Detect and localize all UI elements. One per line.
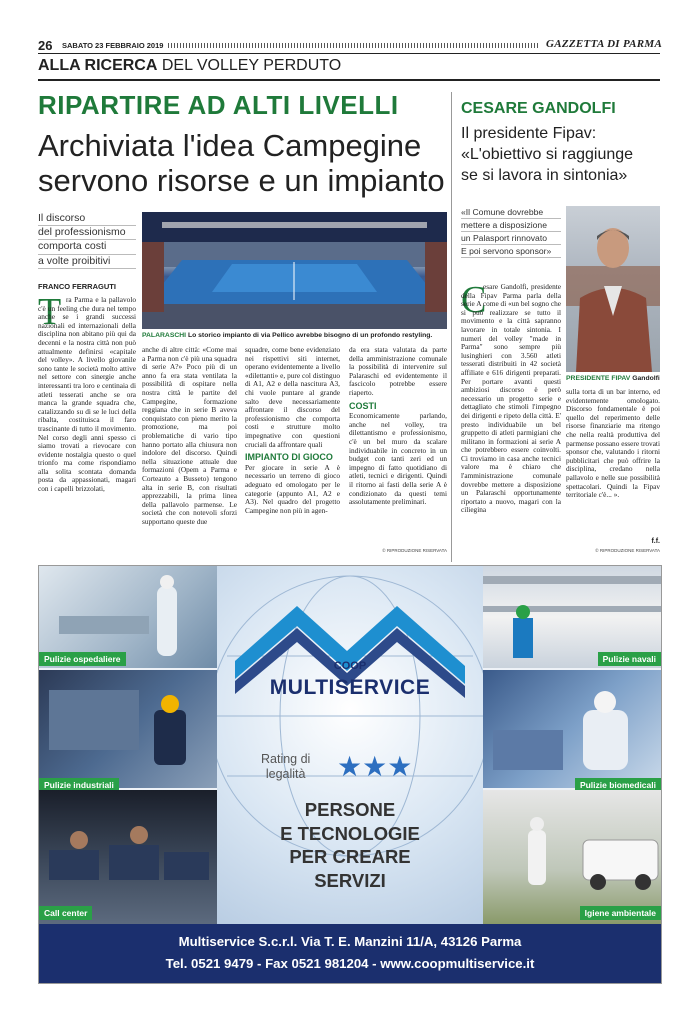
portrait-photo [566,206,660,372]
ad-label-industrial: Pulizie industriali [39,778,119,792]
environment-illustration [483,790,661,924]
main-body-text: da era stata valutata da parte della amministrazione comunale la possibilità di intervenire sul Palaraschi ed evidentemente il fascicolo potrebbe essere riaperto. [349,346,447,397]
issue-date: SABATO 23 FEBBRAIO 2019 [62,41,164,50]
main-body-text: squadre, come bene evidenziato nei rispettivi siti internet, operano evidentemente a livello «dilettanti» e, pure col distinguo di A1, A2 e della nascitura A3, chi vuole puntare al grande salto deve necessariamente affrontare il discorso del professionismo che comporta costi e strutture molto impegnative con questioni cruciali da affrontare quali [245,346,340,449]
section-title [38,57,341,75]
arena-caption-text: Lo storico impianto di via Pellico avrebbe bisogno di un profondo restyling. [187,332,433,339]
portrait-caption [566,375,660,382]
rating-stars: ★★★ [337,750,413,783]
side-reproduction: © RIPRODUZIONE RISERVATA [595,548,660,553]
summary-line: a volte proibitivi [38,255,136,269]
page-number: 26 [38,38,53,53]
side-summary-line: un Palasport rinnovato [461,232,561,245]
side-body-text: esare Gandolfi, presidente della Fipav Parma parla della serie A come di «un bel sogno che si può realizzare se tutto il movimento e la città sapranno lavorare in totale sintonia. I numeri del volley "made in Parma" sono sempre più lusinghieri con 3.560 atleti tesserati distribuiti in 42 società affiliate e 616 dirigenti preparati. Per portare avanti questi ambiziosi discorso è però necessario un progetto serie e dettagliato che stimoli l'impegno dei dirigenti e ripeto della città. E' presto individuabile un bel gruppetto di atleti parmigiani che militano in formazioni ai serie A che potrebbero essere coinvolti. Ci troviamo in casa anche tecnici valore ma è chiaro che l'amministrazione comunale dovrebbe mettere a disposizione un Palaraschi opportunamente riportato a nuovo, magari con la ciliegina [461,283,561,515]
main-summary [38,212,136,269]
rating-line2: legalità [265,767,306,781]
ad-address: Multiservice S.c.r.l. Via T. E. Manzini 11/A, 43126 Parma [178,934,522,949]
slogan-line: PERSONE [304,799,396,820]
byline: FRANCO FERRAGUTI [38,282,116,291]
main-reproduction: © RIPRODUZIONE RISERVATA [382,548,447,553]
side-body-col2 [566,388,660,538]
arena-illustration [142,212,447,329]
subhead-costi: COSTI [349,400,377,411]
side-headline-3: se si lavora in sintonia» [461,167,628,184]
paper-name: GAZZETTA DI PARMA [546,38,663,50]
ad-label-hospital: Pulizie ospedaliere [39,652,126,666]
summary-line: Il discorso [38,212,136,226]
section-bold: ALLA RICERCA [38,57,158,74]
portrait-illustration [566,206,660,372]
rating-text [261,752,310,782]
section-rest: DEL VOLLEY PERDUTO [161,57,342,74]
masthead-rule [38,53,660,54]
side-headline-2: «L'obiettivo si raggiunge [461,146,634,163]
ad-brand-main: MULTISERVICE [269,676,431,699]
side-body-text: sulla torta di un bar interno, ed evidentemente omologato. Discorso fondamentale è poi quello del reperimento delle risorse finanziarie ma ritengo che nella realtà produttiva del parmense possano essere trovati sponsor che, valutando i ritorni pubblicitari che può offrire la disciplina, credano nella pallavolo e nelle sue possibilità spettacolari. Quindi la Fipav territoriale c'è... ». [566,388,660,500]
side-summary-line: E poi servono sponsor» [461,245,561,258]
main-body-text: Economicamente parlando, anche nel volley, tra dilettantismo e professionismo, c'è un bel muro da scalare individuabile in concreto in un budget con tanti zeri ed un impegno di fatto quotidiano di atleti, tecnici e dirigenti. Quindi il ritorno ai fasti della serie A è condizionato da questi temi assolutamente preliminari. [349,411,447,507]
industrial-illustration [39,670,217,788]
ad-photo-environment [483,790,661,924]
ad-slogan [217,798,483,892]
arena-caption-bold: PALARASCHI [142,332,187,339]
ad-contacts: Tel. 0521 9479 - Fax 0521 981204 - www.coopmultiservice.it [165,956,535,971]
section-rule [38,79,660,81]
side-name: CESARE GANDOLFI [461,100,616,117]
ad-photo-industrial [39,670,217,788]
column-divider [451,92,452,562]
masthead-hatch [168,43,540,48]
portrait-caption-bold: PRESIDENTE FIPAV [566,375,631,382]
main-headline-1: Archiviata l'idea Campegine [38,128,422,163]
ad-label-callcenter: Call center [39,906,92,920]
slogan-line: E TECNOLOGIE [280,822,420,844]
rating-line1: Rating di [261,752,311,766]
main-body-text: Per giocare in serie A è necessario un terreno di gioco adeguato ed omologato per le categorie (appunto A1, A2 e A3). Nel quadro del progetto Campegine non più in agen- [245,462,340,515]
main-body-col4 [349,346,447,544]
advertisement [38,565,662,984]
main-body-col1 [38,296,136,552]
slogan-line: SERVIZI [314,869,386,891]
side-summary-line: mettere a disposizione [461,219,561,232]
side-headline [461,123,633,186]
summary-line: del professionismo [38,226,136,240]
main-kicker: RIPARTIRE AD ALTI LIVELLI [38,90,399,120]
ad-label-environment: Igiene ambientale [580,906,661,920]
side-headline-1: Il presidente Fipav: [461,125,597,142]
main-body-text: anche di altre città: «Come mai a Parma non c'è più una squadra di serie A?» Poco più di un anno fa era stata ventilata la possibilità di ospitare nella nostra città le partite del Campegine, formazione reggiana che in serie B aveva conquistato con pieno merito la promozione, ma poi problematiche di vario tipo hanno portato alla chiusura non indolore del discorso. Quindi nella situazione attuale due formazioni (Opem a Parma e Corteauto a Busseto) tengono alta in serie B, con risultati apprezzabili, la prima linea della pallavolo parmense. Le società che con notevoli sforzi supportano queste due [142,346,237,526]
side-summary [461,206,561,258]
ad-photo-callcenter [39,790,217,924]
ad-photo-biomedical [483,670,661,788]
ad-brand-top: COOP [333,660,367,672]
ad-label-naval: Pulizie navali [598,652,661,666]
callcenter-illustration [39,790,217,924]
side-dropcap: C [461,279,487,321]
main-headline-2: servono risorse e un impianto [38,163,445,198]
side-signature: f.f. [651,538,660,545]
main-body-col3 [245,346,340,552]
summary-line: comporta costi [38,240,136,254]
subhead-impianto: IMPIANTO DI GIOCO [245,452,333,463]
portrait-caption-text: Gandolfi [632,375,660,382]
ad-label-biomedical: Pulizie biomedicali [575,778,661,792]
main-dropcap: T [38,291,62,333]
side-summary-line: «Il Comune dovrebbe [461,206,561,219]
main-body-text: ra Parma e la pallavolo c'è un feeling che dura nel tempo anche se i grandi successi nazionali ed internazionali della disciplina non abitano più qui da decenni e la nostra città non può attualmente definirsi «capitale del volley». A livello giovanile sono tante le società molto attive nel settore con sinergie anche interessanti tra loro e centinaia di atleti tesserati anche se ora manca la grande squadra che, catalizzando su di se le luci della ribalta, costituisca il faro trascinante di tutto il movimento. Nel corso degli anni spesso ci siamo trovati a rievocare con evidente nostalgia questo o quel trionfo ma come rispondiamo alla solita scontata domanda posta da appassionati, magari con i capelli brizzolati, [38,296,136,494]
biomedical-illustration [483,670,661,788]
ad-footer [39,924,661,983]
arena-caption [142,332,447,340]
slogan-line: PER CREARE [289,846,411,867]
arena-photo [142,212,447,329]
side-body-col1 [461,279,561,555]
main-body-col2 [142,346,237,552]
